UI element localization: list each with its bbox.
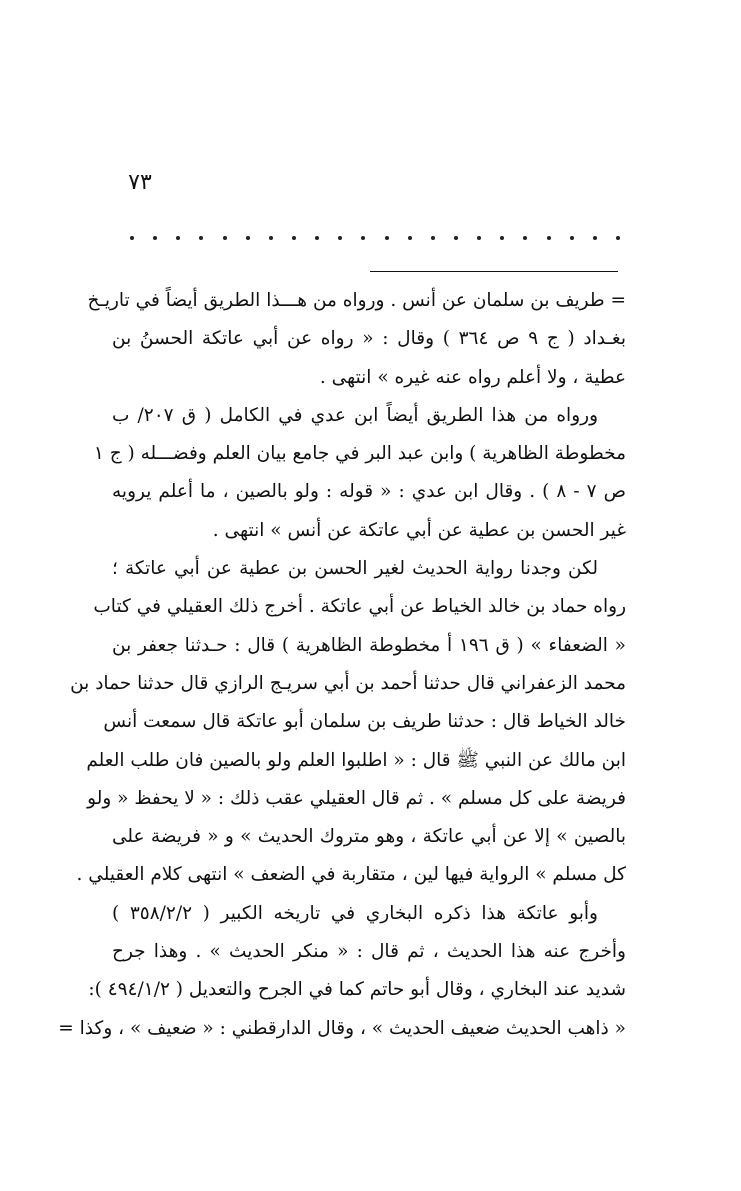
text-line: لكن وجدنا رواية الحديث لغير الحسن بن عطية عن أبي عاتكة ؛ <box>112 558 598 580</box>
text-line: محمد الزعفراني قال حدثنا أحمد بن أبي سريـج الرازي قال حدثنا حماد بن <box>70 672 626 694</box>
text-line: بغـداد ( ج ٩ ص ٣٦٤ ) وقال : « رواه عن أبي عاتكة الحسنُ بن <box>112 328 626 350</box>
ellipsis-dot <box>269 236 273 240</box>
text-line: رواه حماد بن خالد الخياط عن أبي عاتكة . أخرج ذلك العقيلي في كتاب <box>93 596 626 618</box>
text-line: ورواه من هذا الطريق أيضاً ابن عدي في الكامل ( ق ٢٠٧/ ب <box>112 404 598 426</box>
ellipsis-dot <box>431 236 435 240</box>
text-line: ابن مالك عن النبي ﷺ قال : « اطلبوا العلم ولو بالصين فان طلب العلم <box>86 749 626 771</box>
text-line: كل مسلم » الرواية فيها لين ، متقاربة في الضعف » انتهى كلام العقيلي . <box>76 864 626 886</box>
ellipsis-dot <box>199 236 203 240</box>
text-line: فريضة على كل مسلم » . ثم قال العقيلي عقب ذلك : « لا يحفظ « ولو <box>87 787 626 809</box>
ellipsis-dot <box>547 236 551 240</box>
ellipsis-dot <box>408 236 412 240</box>
ellipsis-dot <box>477 236 481 240</box>
paragraph <box>58 895 626 1048</box>
text-line: غير الحسن بن عطية عن أبي عاتكة عن أنس » انتهى . <box>212 519 626 541</box>
ellipsis-dot <box>570 236 574 240</box>
section-rule <box>370 271 618 272</box>
text-line: « الضعفاء » ( ق ١٩٦ أ مخطوطة الظاهرية ) قال : حـدثنا جعفر بن <box>112 634 626 656</box>
ellipsis-dot <box>361 236 365 240</box>
text-line: خالد الخياط قال : حدثنا طريف بن سلمان أبو عاتكة قال سمعت أنس <box>103 711 626 733</box>
ellipsis-dot <box>176 236 180 240</box>
paragraph <box>93 397 627 550</box>
text-line: وأبو عاتكة هذا ذكره البخاري في تاريخه الكبير ( ٣٥٨/٢/٢ ) <box>112 902 598 924</box>
text-line: ص ٧ - ٨ ) . وقال ابن عدي : « قوله : ولو بالصين ، ما أعلم يرويه <box>112 481 627 503</box>
text-line: عطية ، ولا أعلم رواه عنه غيره » انتهى . <box>319 366 626 388</box>
text-line: مخطوطة الظاهرية ) وابن عبد البر في جامع بيان العلم وفضـــله ( ج ١ <box>93 443 626 465</box>
ellipsis-dot <box>292 236 296 240</box>
body-text <box>58 282 627 1048</box>
ellipsis-dot <box>616 236 620 240</box>
ellipsis-dot <box>523 236 527 240</box>
ellipsis-dot <box>500 236 504 240</box>
text-line: شديد عند البخاري ، وقال أبو حاتم كما في الجرح والتعديل ( ٤٩٤/١/٢ ): <box>88 979 626 1001</box>
text-line: بالصين » إلا عن أبي عاتكة ، وهو متروك الحديث » و « فريضة على <box>112 826 626 848</box>
ellipsis-dot <box>338 236 342 240</box>
ellipsis-dot <box>454 236 458 240</box>
ellipsis-dot <box>246 236 250 240</box>
page-number: ٧٣ <box>128 170 152 195</box>
text-line: « ذاهب الحديث ضعيف الحديث » ، وقال الدارقطني : « ضعيف » ، وكذا = <box>58 1017 626 1039</box>
paragraph <box>87 282 626 397</box>
ellipsis-dot <box>153 236 157 240</box>
ellipsis-dot <box>593 236 597 240</box>
ellipsis-dot <box>223 236 227 240</box>
text-line: = طريف بن سلمان عن أنس . ورواه من هـــذا الطريق أيضاً في تاريـخ <box>87 290 626 311</box>
text-line: وأخرج عنه هذا الحديث ، ثم قال : « منكر الحديث » . وهذا جرح <box>112 941 626 963</box>
ellipsis-dot <box>385 236 389 240</box>
ellipsis-dot <box>130 236 134 240</box>
ellipsis-dots <box>130 228 620 248</box>
ellipsis-dot <box>315 236 319 240</box>
paragraph <box>70 550 626 895</box>
